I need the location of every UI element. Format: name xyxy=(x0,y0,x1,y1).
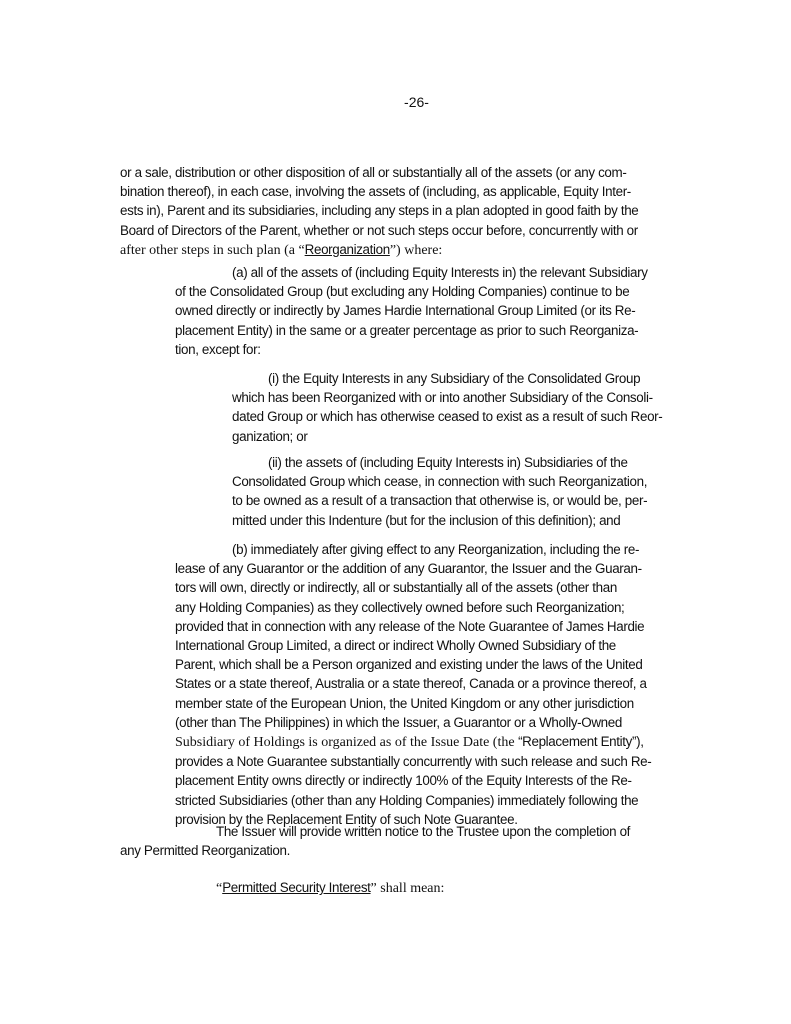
text-line: mitted under this Indenture (but for the inclusion of this definition); and xyxy=(232,512,621,528)
text-line: any Permitted Reorganization. xyxy=(120,843,290,859)
text-line: (ii) the assets of (including Equity Interests in) Subsidiaries of the xyxy=(268,455,628,470)
text-line xyxy=(120,240,638,260)
text-line xyxy=(175,732,651,752)
text-fragment: Subsidiary of Holdings is organized as of the Issue Date (the xyxy=(175,735,519,751)
defined-term-replacement-entity: “Replacement Entity”), xyxy=(518,734,644,750)
text-line: ganization; or xyxy=(232,428,308,444)
text-line xyxy=(120,878,444,898)
text-line: International Group Limited, a direct or indirect Wholly Owned Subsidiary of the xyxy=(175,638,616,654)
text-line: or a sale, distribution or other disposition of all or substantially all of the assets (or any com- xyxy=(120,165,627,180)
text-line: Parent, which shall be a Person organized and existing under the laws of the United xyxy=(175,657,643,673)
text-line: provides a Note Guarantee substantially concurrently with such release and such Re- xyxy=(175,754,652,770)
text-line: provided that in connection with any release of the Note Guarantee of James Hardie xyxy=(175,618,645,634)
text-fragment: after other steps in such plan (a “ xyxy=(120,242,305,258)
text-line: (a) all of the assets of (including Equity Interests in) the relevant Subsidiary xyxy=(232,265,648,280)
text-line: (b) immediately after giving effect to any Reorganization, including the re- xyxy=(232,542,640,557)
defined-term-reorganization: Reorganization xyxy=(304,241,390,257)
text-line: placement Entity) in the same or a greater percentage as prior to such Reorganiza- xyxy=(175,322,639,338)
text-line: member state of the European Union, the United Kingdom or any other jurisdiction xyxy=(175,695,634,711)
clause-b xyxy=(175,540,651,829)
text-line: ests in), Parent and its subsidiaries, including any steps in a plan adopted in good faith by the xyxy=(120,203,639,219)
clause-a-ii xyxy=(232,453,647,530)
text-line: dated Group or which has otherwise ceased to exist as a result of such Reor- xyxy=(232,409,663,425)
text-line: stricted Subsidiaries (other than any Holding Companies) immediately following the xyxy=(175,792,639,808)
text-line: tion, except for: xyxy=(175,341,261,357)
clause-a-i xyxy=(232,369,662,446)
defined-term-permitted-security-interest: Permitted Security Interest xyxy=(222,880,371,895)
reorganization-definition-intro xyxy=(120,163,638,260)
text-line: Consolidated Group which cease, in connection with such Reorganization, xyxy=(232,474,648,490)
text-fragment: ” shall mean: xyxy=(370,881,445,896)
text-line: any Holding Companies) as they collectively owned before such Reorganization; xyxy=(175,599,625,615)
notice-paragraph xyxy=(120,822,630,860)
text-line: (i) the Equity Interests in any Subsidiary of the Consolidated Group xyxy=(268,371,641,386)
text-line: owned directly or indirectly by James Hardie International Group Limited (or its Re- xyxy=(175,303,636,319)
text-line: provision by the Replacement Entity of such Note Guarantee. xyxy=(175,811,518,827)
text-line: (other than The Philippines) in which the Issuer, a Guarantor or a Wholly-Owned xyxy=(175,714,622,730)
text-line: The Issuer will provide written notice to the Trustee upon the completion of xyxy=(216,824,631,839)
text-line: Board of Directors of the Parent, whether or not such steps occur before, concurrently with or xyxy=(120,222,638,238)
permitted-security-interest-definition xyxy=(120,878,444,898)
text-line: States or a state thereof, Australia or a state thereof, Canada or a province thereof, a xyxy=(175,676,647,692)
page-number: -26- xyxy=(404,94,429,110)
text-fragment: ”) where: xyxy=(389,242,443,258)
clause-a xyxy=(175,263,648,359)
text-line: to be owned as a result of a transaction that otherwise is, or would be, per- xyxy=(232,493,648,509)
text-line: lease of any Guarantor or the addition of any Guarantor, the Issuer and the Guaran- xyxy=(175,561,642,577)
text-fragment: “ xyxy=(216,881,223,896)
text-line: tors will own, directly or indirectly, all or substantially all of the assets (other than xyxy=(175,580,617,596)
text-line: which has been Reorganized with or into another Subsidiary of the Consoli- xyxy=(232,390,653,406)
text-line: bination thereof), in each case, involving the assets of (including, as applicable, Equity Inter- xyxy=(120,184,631,200)
text-line: of the Consolidated Group (but excluding any Holding Companies) continue to be xyxy=(175,284,630,300)
text-line: placement Entity owns directly or indirectly 100% of the Equity Interests of the Re- xyxy=(175,773,632,789)
